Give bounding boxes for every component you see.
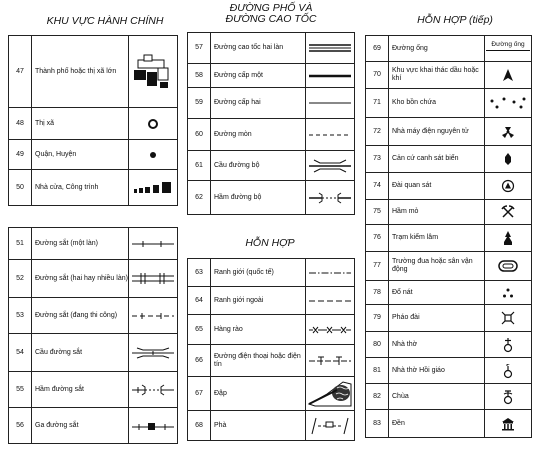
row-number: 51 xyxy=(9,228,32,260)
row-label: Khu vực khai thác dầu hoặc khí xyxy=(389,62,485,89)
row-symbol xyxy=(306,345,355,377)
legend-row xyxy=(188,64,355,88)
railway-multi-icon xyxy=(131,272,175,286)
row-symbol xyxy=(485,410,532,438)
roads-header-line1: ĐƯỜNG PHỐ VÀ xyxy=(229,2,313,14)
row-symbol xyxy=(129,228,178,260)
legend-row xyxy=(188,119,355,151)
row-number: 83 xyxy=(366,410,389,438)
row-label: Đổ nát xyxy=(389,281,485,305)
legend-row xyxy=(188,151,355,181)
roads-header xyxy=(186,3,356,25)
row-symbol xyxy=(485,118,532,146)
row-number: 76 xyxy=(366,225,389,252)
row-number: 68 xyxy=(188,411,211,441)
road-tunnel-icon xyxy=(308,191,352,205)
row-number: 69 xyxy=(366,36,389,62)
legend-row xyxy=(9,334,178,372)
row-number: 57 xyxy=(188,33,211,64)
row-label: Thành phố hoặc thị xã lớn xyxy=(32,36,129,108)
row-label: Đài quan sát xyxy=(389,173,485,200)
row-label: Cản cứ canh sát biển xyxy=(389,146,485,173)
row-label: Trường đua hoặc sân vận động xyxy=(389,252,485,281)
row-number: 71 xyxy=(366,89,389,118)
row-number: 70 xyxy=(366,62,389,89)
row-label: Pháo đài xyxy=(389,305,485,332)
mixed-table xyxy=(187,258,355,441)
admin-header: KHU VỰC HÀNH CHÍNH xyxy=(46,15,164,27)
row-symbol xyxy=(485,281,532,305)
row-symbol xyxy=(306,411,355,441)
row-number: 53 xyxy=(9,298,32,334)
row-label: Chùa xyxy=(389,384,485,410)
row-number: 55 xyxy=(9,372,32,408)
legend-row xyxy=(366,146,532,173)
buildings-icon xyxy=(132,179,174,197)
legend-row xyxy=(188,411,355,441)
rail-table xyxy=(8,227,178,444)
railway-single-icon xyxy=(131,239,175,249)
row-number: 60 xyxy=(188,119,211,151)
town-circle-icon xyxy=(146,117,160,131)
row-symbol xyxy=(129,108,178,140)
legend-row xyxy=(9,36,178,108)
row-label: Đường điện thoại hoặc điện tín xyxy=(211,345,306,377)
legend-row xyxy=(188,33,355,64)
row-number: 56 xyxy=(9,408,32,444)
legend-row xyxy=(366,36,532,62)
telephone-line-icon xyxy=(308,356,352,366)
row-label: Ga đường sắt xyxy=(32,408,129,444)
legend-row xyxy=(366,281,532,305)
legend-row xyxy=(366,62,532,89)
row-label: Trạm kiểm lâm xyxy=(389,225,485,252)
row-symbol xyxy=(129,170,178,206)
boundary-outer-icon xyxy=(308,297,352,305)
railway-station-icon xyxy=(131,420,175,432)
row-label: Hầm đường sắt xyxy=(32,372,129,408)
row-label: Đường ống xyxy=(389,36,485,62)
row-label: Nhà thờ Hồi giáo xyxy=(389,358,485,384)
row-symbol xyxy=(129,140,178,170)
row-label: Hầm mỏ xyxy=(389,200,485,225)
legend-row xyxy=(366,410,532,438)
row-symbol xyxy=(485,225,532,252)
legend-row xyxy=(9,298,178,334)
coast-guard-icon xyxy=(501,152,515,166)
row-label: Kho bồn chứa xyxy=(389,89,485,118)
row-number: 81 xyxy=(366,358,389,384)
row-label: Đền xyxy=(389,410,485,438)
row-number: 78 xyxy=(366,281,389,305)
mixed-cont-table xyxy=(365,35,532,438)
row-number: 59 xyxy=(188,88,211,119)
row-symbol xyxy=(485,62,532,89)
legend-row xyxy=(366,384,532,410)
row-label: Đập xyxy=(211,377,306,411)
row-number: 62 xyxy=(188,181,211,215)
nuclear-plant-icon xyxy=(501,125,515,139)
row-symbol xyxy=(129,372,178,408)
legend-row xyxy=(9,408,178,444)
admin-table xyxy=(8,35,178,206)
row-number: 79 xyxy=(366,305,389,332)
row-symbol xyxy=(485,173,532,200)
row-symbol xyxy=(306,151,355,181)
legend-row xyxy=(366,252,532,281)
railway-tunnel-icon xyxy=(131,383,175,397)
row-label: Cầu đường sắt xyxy=(32,334,129,372)
row-symbol xyxy=(306,119,355,151)
row-symbol xyxy=(306,64,355,88)
road-bridge-icon xyxy=(308,159,352,173)
row-number: 74 xyxy=(366,173,389,200)
row-symbol xyxy=(306,287,355,315)
ruins-icon xyxy=(501,287,515,299)
row-symbol xyxy=(485,305,532,332)
legend-row xyxy=(9,372,178,408)
row-symbol xyxy=(306,259,355,287)
mixed-cont-header: HỖN HỢP (tiếp) xyxy=(417,14,493,26)
row-label: Đường cấp hai xyxy=(211,88,306,119)
pipeline-label xyxy=(485,36,532,62)
roads-header-line2: ĐƯỜNG CAO TỐC xyxy=(225,13,317,25)
legend-row xyxy=(188,377,355,411)
row-symbol xyxy=(306,181,355,215)
row-symbol xyxy=(485,252,532,281)
row-symbol xyxy=(306,377,355,411)
district-dot-icon xyxy=(146,148,160,162)
legend-row xyxy=(9,228,178,260)
row-label: Cầu đường bộ xyxy=(211,151,306,181)
row-label: Đường sắt (hai hay nhiều làn) xyxy=(32,260,129,298)
legend-row xyxy=(188,345,355,377)
row-symbol xyxy=(485,146,532,173)
row-label: Nhà thờ xyxy=(389,332,485,358)
legend-row xyxy=(9,108,178,140)
row-number: 64 xyxy=(188,287,211,315)
row-label: Hầm đường bộ xyxy=(211,181,306,215)
legend-row xyxy=(366,173,532,200)
legend-row xyxy=(9,140,178,170)
legend-row xyxy=(188,88,355,119)
row-symbol xyxy=(485,384,532,410)
row-label: Đường cao tốc hai làn xyxy=(211,33,306,64)
observatory-icon xyxy=(501,179,515,193)
fence-icon xyxy=(308,325,352,335)
row-number: 47 xyxy=(9,36,32,108)
legend-row xyxy=(366,305,532,332)
pipeline-label-text: Đường ống xyxy=(486,41,530,51)
ferry-icon xyxy=(308,415,352,437)
boundary-international-icon xyxy=(308,269,352,277)
row-symbol xyxy=(485,89,532,118)
row-label: Quận, Huyện xyxy=(32,140,129,170)
row-number: 50 xyxy=(9,170,32,206)
row-label: Hàng rào xyxy=(211,315,306,345)
trail-icon xyxy=(308,131,352,139)
legend-row xyxy=(9,170,178,206)
row-number: 66 xyxy=(188,345,211,377)
row-symbol xyxy=(129,36,178,108)
legend-row xyxy=(366,89,532,118)
row-label: Ranh giới (quốc tế) xyxy=(211,259,306,287)
row-number: 77 xyxy=(366,252,389,281)
row-label: Nhà máy điện nguyên tử xyxy=(389,118,485,146)
row-symbol xyxy=(129,260,178,298)
row-number: 52 xyxy=(9,260,32,298)
temple-icon xyxy=(501,417,515,431)
legend-row xyxy=(366,200,532,225)
legend-row xyxy=(366,225,532,252)
legend-row xyxy=(188,287,355,315)
secondary-road-icon xyxy=(308,99,352,107)
row-number: 80 xyxy=(366,332,389,358)
row-label: Ranh giới ngoài xyxy=(211,287,306,315)
row-symbol xyxy=(485,358,532,384)
legend-row xyxy=(366,332,532,358)
row-symbol xyxy=(306,33,355,64)
legend-row xyxy=(9,260,178,298)
row-number: 73 xyxy=(366,146,389,173)
row-symbol xyxy=(485,332,532,358)
ranger-station-icon xyxy=(501,230,515,246)
railway-bridge-icon xyxy=(131,346,175,360)
row-number: 49 xyxy=(9,140,32,170)
legend-row xyxy=(366,358,532,384)
pagoda-icon xyxy=(502,389,514,405)
row-label: Đường cấp một xyxy=(211,64,306,88)
row-number: 48 xyxy=(9,108,32,140)
dam-icon xyxy=(307,380,353,408)
row-symbol xyxy=(129,334,178,372)
stadium-icon xyxy=(498,260,518,272)
primary-road-icon xyxy=(308,72,352,80)
row-symbol xyxy=(129,408,178,444)
city-block-icon xyxy=(132,52,174,92)
row-number: 67 xyxy=(188,377,211,411)
row-number: 61 xyxy=(188,151,211,181)
legend-row xyxy=(188,259,355,287)
row-label: Đường sắt (một làn) xyxy=(32,228,129,260)
row-label: Nhà cửa, Công trình xyxy=(32,170,129,206)
row-number: 82 xyxy=(366,384,389,410)
roads-table xyxy=(187,32,355,215)
mosque-icon xyxy=(502,363,514,379)
row-number: 65 xyxy=(188,315,211,345)
row-label: Đường mòn xyxy=(211,119,306,151)
mine-icon xyxy=(501,205,515,219)
row-symbol xyxy=(306,315,355,345)
row-number: 54 xyxy=(9,334,32,372)
row-number: 63 xyxy=(188,259,211,287)
mixed-header: HỖN HỢP xyxy=(245,237,295,249)
storage-tank-icon xyxy=(487,96,529,110)
row-number: 72 xyxy=(366,118,389,146)
fort-icon xyxy=(501,311,515,325)
church-icon xyxy=(502,337,514,353)
row-number: 58 xyxy=(188,64,211,88)
row-symbol xyxy=(306,88,355,119)
legend-row xyxy=(188,181,355,215)
legend-row xyxy=(366,118,532,146)
railway-construction-icon xyxy=(131,311,175,321)
row-label: Phà xyxy=(211,411,306,441)
legend-row xyxy=(188,315,355,345)
row-symbol xyxy=(485,200,532,225)
expressway-icon xyxy=(308,43,352,53)
row-number: 75 xyxy=(366,200,389,225)
row-label: Thị xã xyxy=(32,108,129,140)
oil-gas-icon xyxy=(501,68,515,82)
row-symbol xyxy=(129,298,178,334)
row-label: Đường sắt (đang thi công) xyxy=(32,298,129,334)
